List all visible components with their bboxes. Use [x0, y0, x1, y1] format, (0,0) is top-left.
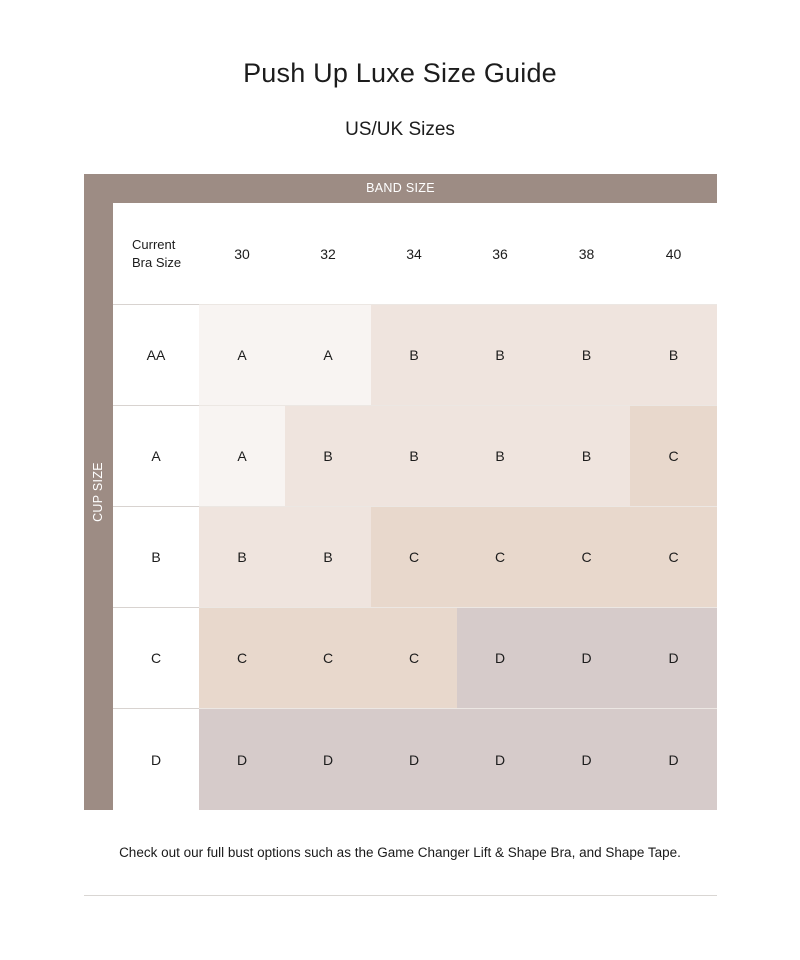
- size-cell: B: [543, 405, 630, 506]
- cup-row-label: B: [113, 506, 199, 607]
- size-cell: A: [199, 405, 285, 506]
- size-cell: C: [543, 506, 630, 607]
- size-cell: B: [371, 304, 457, 405]
- size-cell: C: [199, 607, 285, 708]
- size-cell: A: [285, 304, 371, 405]
- size-cell: B: [457, 304, 543, 405]
- band-size-36: 36: [492, 245, 508, 262]
- size-chart-table: [113, 203, 717, 810]
- divider: [84, 895, 717, 896]
- cup-row-label: A: [113, 405, 199, 506]
- cup-row-label: D: [113, 708, 199, 810]
- size-cell: B: [543, 304, 630, 405]
- size-cell: D: [371, 708, 457, 810]
- size-cell: D: [543, 708, 630, 810]
- size-cell: D: [199, 708, 285, 810]
- header-current-line1: Current: [132, 236, 176, 252]
- page-title: Push Up Luxe Size Guide: [243, 58, 557, 88]
- size-cell: D: [457, 708, 543, 810]
- size-cell: D: [630, 708, 717, 810]
- cup-size-label: CUP SIZE: [91, 462, 105, 522]
- band-size-38: 38: [578, 245, 595, 262]
- size-cell: C: [457, 506, 543, 607]
- cup-row-label: C: [113, 607, 199, 708]
- size-cell: C: [285, 607, 371, 708]
- band-size-header: BAND SIZE: [84, 174, 717, 203]
- size-cell: C: [371, 506, 457, 607]
- size-cell: D: [285, 708, 371, 810]
- size-cell: D: [630, 607, 717, 708]
- size-cell: B: [199, 506, 285, 607]
- band-size-34: 34: [406, 245, 422, 262]
- size-cell: A: [199, 304, 285, 405]
- header-current-bra-size: [113, 203, 199, 304]
- size-cell: D: [457, 607, 543, 708]
- footer-note: Check out our full bust options such as the Game Changer Lift & Shape Bra, and Shape Tape.: [119, 845, 681, 860]
- size-cell: C: [371, 607, 457, 708]
- page-subtitle: US/UK Sizes: [345, 119, 455, 140]
- header-current-line2: Bra Size: [132, 254, 182, 270]
- size-cell: D: [543, 607, 630, 708]
- size-cell: B: [457, 405, 543, 506]
- band-size-30: 30: [234, 245, 250, 262]
- size-cell: C: [630, 405, 717, 506]
- size-cell: B: [371, 405, 457, 506]
- size-cell: B: [630, 304, 717, 405]
- cup-row-label: AA: [113, 304, 199, 405]
- size-cell: B: [285, 506, 371, 607]
- size-cell: C: [630, 506, 717, 607]
- band-size-40: 40: [665, 245, 682, 262]
- size-cell: B: [285, 405, 371, 506]
- band-size-32: 32: [320, 245, 336, 262]
